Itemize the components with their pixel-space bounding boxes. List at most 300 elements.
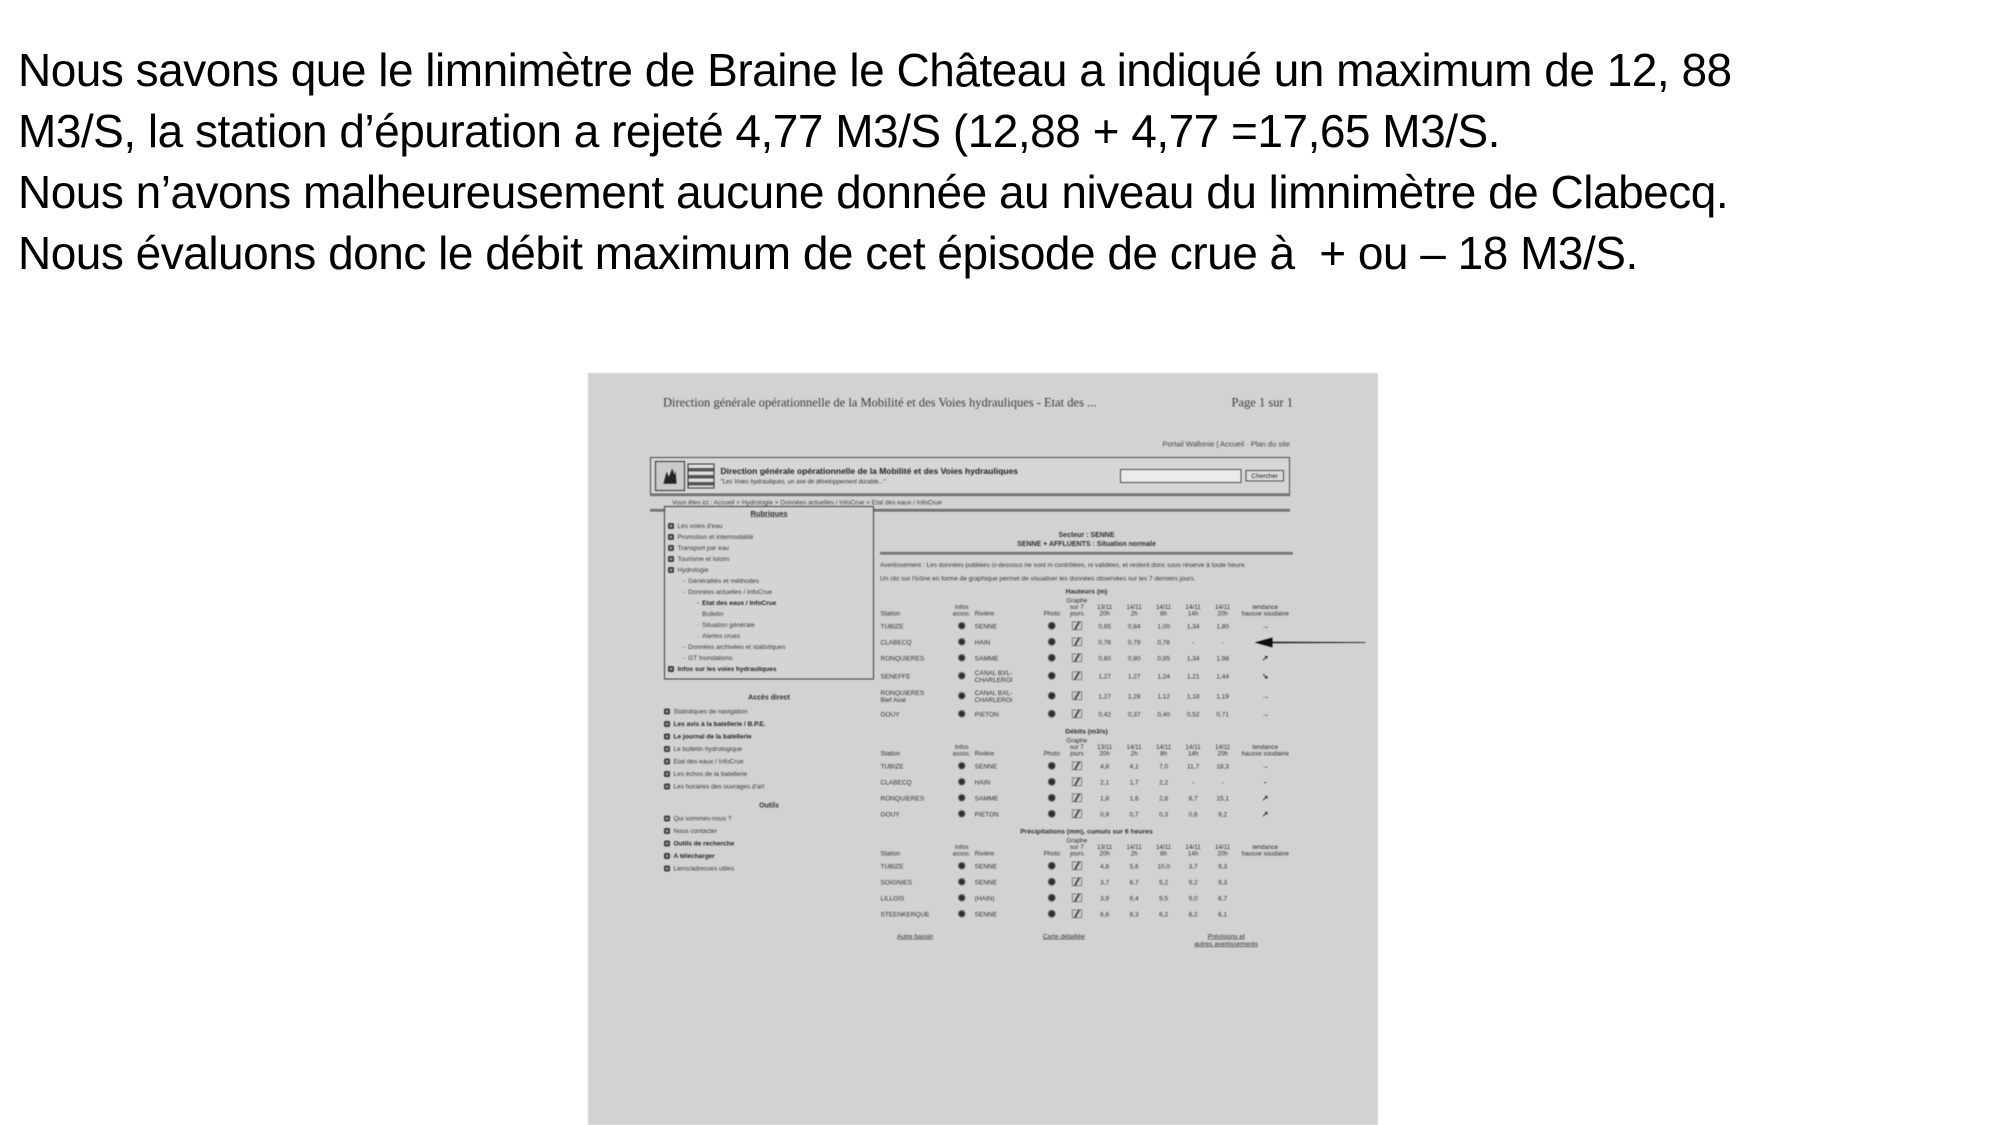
value-cell: 1,7 [1129, 778, 1139, 786]
intro-line-4: Nous évaluons donc le débit maximum de cet épisode de crue à + ou – 18 M3/S. [18, 227, 1638, 279]
column-header: Graphe sur 7 jours [1066, 597, 1088, 617]
value-cell: 1,27 [1098, 692, 1111, 700]
info-cell [949, 635, 974, 651]
breadcrumb[interactable]: Vous êtes ici : Accueil > Hydrologie > Données actuelles / InfoCrue > Etat des eaux / InfoCrue [650, 497, 1290, 512]
banner-tagline: "Les Voies hydrauliques, un axe de développement durable..." [720, 478, 886, 485]
river-cell: HAIN [974, 638, 991, 646]
data-table [880, 736, 1293, 823]
value-cell: 9,3 [1218, 862, 1228, 870]
value-cell: 4,8 [1100, 762, 1110, 770]
value-cell: 0,85 [1157, 654, 1170, 662]
sidebar-item[interactable] [668, 565, 870, 576]
sidebar-item[interactable] [664, 780, 889, 793]
outils-list [664, 812, 889, 875]
value-cell: 0,37 [1127, 710, 1141, 718]
sidebar-item[interactable] [683, 653, 870, 664]
submenu-dash-icon: · [697, 632, 700, 640]
river-cell: SENNE [974, 762, 998, 770]
trend-arrow: → [1261, 692, 1269, 701]
column-header: Rivière [974, 610, 995, 617]
trend-cell [1237, 687, 1293, 707]
station-cell: STEENKERQUE [880, 910, 930, 918]
table-row [880, 759, 1293, 775]
rubriques-title: Rubriques [750, 509, 788, 518]
table-header-row [880, 736, 1293, 759]
info-icon[interactable] [958, 762, 966, 770]
menu-bullet-icon [664, 758, 670, 764]
graph-icon[interactable] [1072, 910, 1082, 919]
graph-cell [1064, 859, 1090, 875]
photo-icon[interactable] [1048, 762, 1056, 770]
submenu-dash-icon: - [683, 643, 686, 651]
graph-cell [1064, 791, 1090, 807]
info-cell [949, 907, 974, 923]
info-cell [949, 651, 974, 667]
photo-icon[interactable] [1048, 672, 1056, 680]
info-cell [949, 687, 974, 707]
sidebar-item-label: Qui sommes-nous ? [673, 814, 732, 822]
value-cell: 6,7 [1129, 878, 1139, 886]
sidebar-item[interactable] [683, 642, 870, 653]
photo-icon[interactable] [1048, 778, 1056, 786]
photo-cell [1040, 687, 1064, 707]
graph-icon[interactable] [1072, 762, 1082, 771]
photo-cell [1040, 619, 1064, 635]
submenu-dash-icon: · [697, 610, 700, 618]
river-cell: SENNE [974, 862, 998, 870]
column-header: 13/11 20h [1097, 843, 1113, 857]
value-cell: 1,6 [1129, 794, 1139, 802]
table-row [880, 619, 1293, 635]
photo-icon[interactable] [1048, 692, 1056, 700]
sidebar-item-label: Données actuelles / InfoCrue [688, 588, 772, 596]
value-cell: 3,9 [1100, 894, 1110, 902]
menu-bullet-icon [664, 853, 670, 859]
table-row [880, 707, 1293, 723]
value-cell: 2,2 [1159, 778, 1169, 786]
column-header: tendance hausse soudaine [1241, 603, 1289, 617]
column-header: Photo [1043, 850, 1061, 857]
value-cell: - [1221, 778, 1224, 786]
value-cell: 1,21 [1186, 672, 1200, 680]
value-cell: 6,2 [1159, 910, 1169, 918]
graph-icon[interactable] [1072, 654, 1082, 663]
value-cell: 0,76 [1157, 638, 1170, 646]
search-button[interactable]: Chercher [1245, 470, 1284, 482]
sidebar-item[interactable] [697, 620, 870, 631]
sidebar-item-label: Bulletin [702, 610, 724, 618]
trend-cell [1237, 775, 1293, 791]
graph-icon[interactable] [1072, 794, 1082, 803]
river-cell: SENNE [974, 622, 998, 630]
data-table [880, 836, 1293, 923]
value-cell: 0,84 [1127, 622, 1141, 630]
column-header: 14/11 2h [1126, 603, 1142, 617]
sidebar-item[interactable] [664, 730, 889, 743]
menu-bullet-icon [668, 556, 674, 562]
value-cell: 0,60 [1098, 654, 1111, 662]
sidebar-rubriques [664, 506, 874, 680]
value-cell: 1,80 [1216, 622, 1229, 630]
photo-icon[interactable] [1048, 638, 1056, 646]
spw-logo[interactable] [688, 463, 715, 488]
sidebar-item[interactable] [664, 862, 889, 875]
value-cell: 6,1 [1218, 910, 1228, 918]
value-cell: 1,19 [1216, 692, 1229, 700]
intro-line-1: Nous savons que le limnimètre de Braine le Château a indiqué un maximum de 12, 88 [18, 44, 1732, 96]
portal-links[interactable]: Portail Wallonie | Accueil · Plan du site [1162, 440, 1290, 449]
value-cell: 7,0 [1159, 762, 1169, 770]
value-cell: 0,65 [1098, 622, 1111, 630]
photo-icon[interactable] [1048, 894, 1056, 902]
trend-cell [1237, 891, 1293, 907]
sidebar-item[interactable] [668, 532, 870, 543]
river-cell: SAMME [974, 794, 999, 802]
info-cell [949, 891, 974, 907]
trend-cell [1237, 791, 1293, 807]
value-cell: 1,27 [1127, 672, 1141, 680]
value-cell: 0,3 [1159, 810, 1169, 818]
column-header: Station [880, 750, 900, 757]
sidebar-item-label: Les voies d'eau [677, 522, 723, 530]
graph-cell [1064, 667, 1090, 687]
photo-cell [1040, 775, 1064, 791]
trend-cell [1237, 907, 1293, 923]
value-cell: 8,2 [1188, 910, 1198, 918]
photo-cell [1040, 759, 1064, 775]
sidebar-item[interactable] [664, 837, 889, 850]
footer-link[interactable]: Autre bassin [897, 932, 934, 940]
sidebar-item[interactable] [664, 768, 889, 781]
sidebar-item-label: Hydrologie [677, 566, 709, 574]
value-cell: 0,79 [1127, 638, 1141, 646]
column-header: tendance hausse soudaine [1241, 843, 1289, 857]
intro-line-2: M3/S, la station d’épuration a rejeté 4,77 M3/S (12,88 + 4,77 =17,65 M3/S. [18, 105, 1500, 157]
info-icon[interactable] [958, 910, 966, 918]
graph-cell [1064, 759, 1090, 775]
debits-table-block [880, 728, 1293, 823]
graph-icon[interactable] [1072, 810, 1082, 819]
graph-cell [1064, 875, 1090, 891]
trend-arrow: → [1261, 710, 1269, 719]
info-icon[interactable] [958, 710, 966, 718]
value-cell: 8,3 [1129, 910, 1139, 918]
river-cell: SAMME [974, 654, 999, 662]
river-cell: SENNE [974, 878, 998, 886]
station-cell: TUBIZE [880, 862, 904, 870]
trend-arrow: ↗ [1262, 794, 1269, 803]
trend-cell [1237, 667, 1293, 687]
column-header: 14/11 8h [1156, 603, 1172, 617]
trend-cell [1237, 759, 1293, 775]
value-cell: 2,8 [1159, 794, 1169, 802]
info-icon[interactable] [958, 692, 966, 700]
precipitations-table-block [880, 828, 1293, 923]
station-cell: RONQUIERES [880, 794, 925, 802]
footer-link[interactable]: Carte détaillée [1042, 932, 1085, 940]
sidebar-item[interactable] [664, 705, 889, 718]
print-page-title: Direction générale opérationnelle de la Mobilité et des Voies hydrauliques - Etat des ... [663, 396, 1097, 410]
menu-bullet-icon [664, 828, 670, 834]
graph-icon[interactable] [1072, 672, 1082, 681]
acces-direct-title: Accès direct [748, 693, 790, 701]
column-header: Graphe sur 7 jours [1066, 737, 1088, 757]
footer-link[interactable]: Prévisions et autres avertissements [1194, 932, 1258, 948]
info-cell [949, 707, 974, 723]
menu-bullet-icon [668, 523, 674, 529]
sidebar-item-label: Généralités et méthodes [688, 577, 759, 585]
menu-bullet-icon [664, 815, 670, 821]
photo-icon[interactable] [1048, 622, 1056, 630]
value-cell: - [1221, 638, 1224, 646]
rubriques-list [668, 521, 870, 675]
column-header: Graphe sur 7 jours [1066, 837, 1088, 857]
sidebar-item[interactable] [697, 598, 870, 609]
graph-cell [1064, 775, 1090, 791]
sidebar-item-label: Les horaires des ouvrages d'art [673, 782, 765, 790]
info-icon[interactable] [958, 878, 966, 886]
sidebar-item[interactable] [664, 812, 889, 825]
value-cell: 11,7 [1187, 762, 1200, 770]
sidebar-item[interactable] [664, 850, 889, 863]
trend-cell [1237, 635, 1293, 651]
info-cell [949, 619, 974, 635]
value-cell: 1,98 [1216, 654, 1229, 662]
value-cell: 1,34 [1186, 622, 1200, 630]
site-banner [650, 457, 1290, 496]
acces-list [664, 705, 889, 793]
trend-arrow: ↗ [1262, 654, 1269, 663]
sidebar-item[interactable] [664, 718, 889, 731]
column-header: 14/11 20h [1215, 743, 1231, 757]
warning-text: Avertissement : Les données publiées ci-dessous ne sont ni contrôlées, ni validées, et restent donc sous réserve à toute heure. [880, 561, 1247, 569]
rooster-icon [659, 465, 681, 487]
table-row [880, 651, 1293, 667]
info-icon[interactable] [958, 810, 966, 818]
value-cell: 0,76 [1098, 638, 1111, 646]
table-row [880, 775, 1293, 791]
value-cell: 1,00 [1157, 622, 1170, 630]
sidebar-item[interactable] [664, 743, 889, 756]
search-area [1120, 469, 1284, 483]
station-cell: CLABECQ [880, 638, 912, 646]
sidebar-item-label: Outils de recherche [673, 839, 735, 847]
print-page-header [663, 396, 1293, 410]
value-cell: - [1192, 638, 1195, 646]
photo-cell [1040, 907, 1064, 923]
sidebar-item-label: Nous contacter [673, 827, 718, 835]
sidebar-item[interactable] [668, 543, 870, 554]
info-icon[interactable] [958, 654, 966, 662]
info-icon[interactable] [958, 794, 966, 802]
table-row [880, 907, 1293, 923]
footer-links [880, 933, 1293, 948]
photo-icon[interactable] [1048, 878, 1056, 886]
sidebar-item-label: Tourisme et loisirs [677, 555, 730, 563]
trend-cell [1237, 619, 1293, 635]
column-header: Station [880, 610, 900, 617]
station-cell: TUBIZE [880, 762, 904, 770]
sidebar-item-label: Infos sur les voies hydrauliques [677, 665, 777, 673]
submenu-dash-icon: - [683, 654, 686, 662]
photo-icon[interactable] [1048, 810, 1056, 818]
sidebar-item[interactable] [664, 755, 889, 768]
trend-arrow: ↗ [1262, 810, 1269, 819]
graph-icon[interactable] [1072, 778, 1082, 787]
station-cell: RONQUIERES Bief Aval [880, 689, 925, 704]
sidebar-item[interactable] [668, 554, 870, 565]
value-cell: 0,80 [1127, 654, 1141, 662]
graph-icon[interactable] [1072, 710, 1082, 719]
table-row [880, 891, 1293, 907]
info-icon[interactable] [958, 778, 966, 786]
intro-text [18, 40, 1732, 284]
station-cell: RONQUIERES [880, 654, 925, 662]
value-cell: 5,6 [1129, 862, 1139, 870]
station-cell: SENEFFE [880, 672, 911, 680]
graph-icon[interactable] [1072, 894, 1082, 903]
graph-icon[interactable] [1072, 638, 1082, 647]
column-header: 14/11 8h [1156, 743, 1172, 757]
sidebar-item[interactable] [668, 521, 870, 532]
graph-icon[interactable] [1072, 862, 1082, 871]
info-cell [949, 759, 974, 775]
info-icon[interactable] [958, 638, 966, 646]
banner-title: Direction générale opérationnelle de la Mobilité et des Voies hydrauliques [720, 466, 1018, 476]
menu-bullet-icon [668, 666, 674, 672]
river-cell: PIETON [974, 710, 999, 718]
value-cell: 1,8 [1100, 794, 1110, 802]
graph-icon[interactable] [1072, 878, 1082, 887]
station-cell: TUBIZE [880, 622, 904, 630]
value-cell: 9,5 [1159, 894, 1169, 902]
photo-icon[interactable] [1048, 794, 1056, 802]
value-cell: 8,7 [1188, 794, 1198, 802]
sidebar-item-label: GT Inondations [688, 654, 733, 662]
value-cell: 3,7 [1188, 862, 1198, 870]
sidebar-item-label: Le journal de la batellerie [673, 732, 752, 740]
column-header: Station [880, 850, 900, 857]
photo-icon[interactable] [1048, 654, 1056, 662]
info-cell [949, 859, 974, 875]
trend-arrow: → [1261, 622, 1269, 631]
photo-icon[interactable] [1048, 862, 1056, 870]
photo-cell [1040, 891, 1064, 907]
info-icon[interactable] [958, 622, 966, 630]
sidebar-item-label: Promotion et intermodalité [677, 533, 754, 541]
table-row [880, 667, 1293, 687]
menu-bullet-icon [664, 865, 670, 871]
value-cell: 1,34 [1186, 654, 1200, 662]
trend-cell [1237, 859, 1293, 875]
column-header: Infos assoc. [952, 843, 971, 857]
menu-bullet-icon [668, 567, 674, 573]
column-header: Photo [1043, 750, 1061, 757]
value-cell: 9,2 [1188, 878, 1198, 886]
river-cell: SENNE [974, 910, 998, 918]
column-header: Infos assoc. [952, 743, 971, 757]
sidebar-item-label: Etat des eaux / InfoCrue [702, 599, 777, 607]
value-cell: 1,27 [1098, 672, 1111, 680]
photo-cell [1040, 807, 1064, 823]
menu-bullet-icon [664, 746, 670, 752]
menu-bullet-icon [664, 783, 670, 789]
station-cell: SOIGNIES [880, 878, 912, 886]
column-header: 13/11 20h [1097, 743, 1113, 757]
sidebar-item[interactable] [697, 631, 870, 642]
value-cell: 0,9 [1100, 810, 1110, 818]
graph-cell [1064, 635, 1090, 651]
graph-icon[interactable] [1072, 692, 1082, 701]
menu-bullet-icon [664, 708, 670, 714]
table-title: Débits (m3/s) [1065, 727, 1108, 735]
graph-icon[interactable] [1072, 622, 1082, 631]
value-cell: 18,3 [1216, 762, 1229, 770]
column-header: Rivière [974, 850, 995, 857]
data-table [880, 596, 1293, 723]
trend-arrow: - [1263, 778, 1267, 787]
info-icon[interactable] [958, 862, 966, 870]
value-cell: 0,71 [1216, 710, 1229, 718]
graph-cell [1064, 907, 1090, 923]
menu-bullet-icon [668, 534, 674, 540]
column-header: 14/11 20h [1215, 843, 1231, 857]
sidebar-item[interactable] [683, 576, 870, 587]
column-header: 14/11 2h [1126, 843, 1142, 857]
info-icon[interactable] [958, 672, 966, 680]
graph-cell [1064, 687, 1090, 707]
outils-title: Outils [759, 801, 779, 809]
value-cell: 0,6 [1188, 810, 1198, 818]
table-title: Précipitations (mm), cumuls sur 6 heures [1020, 827, 1153, 835]
info-icon[interactable] [958, 894, 966, 902]
hauteurs-table-block [880, 588, 1293, 723]
trend-cell [1237, 807, 1293, 823]
sidebar-item-label: Le bulletin hydrologique [673, 745, 743, 753]
river-cell: CANAL BXL- CHARLEROI [974, 669, 1013, 684]
column-header: 14/11 14h [1185, 743, 1201, 757]
sidebar-item[interactable] [683, 587, 870, 598]
station-cell: LILLOIS [880, 894, 905, 902]
value-cell: 15,1 [1216, 794, 1229, 802]
trend-cell [1237, 707, 1293, 723]
sidebar-item[interactable] [697, 609, 870, 620]
table-row [880, 791, 1293, 807]
sidebar-item[interactable] [664, 825, 889, 838]
info-cell [949, 875, 974, 891]
column-header: 13/11 20h [1097, 603, 1113, 617]
sidebar-item[interactable] [668, 664, 870, 675]
sector-line-2: SENNE + AFFLUENTS : Situation normale [1017, 539, 1156, 548]
value-cell: 0,52 [1186, 710, 1200, 718]
menu-bullet-icon [664, 771, 670, 777]
wallonie-rooster-logo[interactable] [655, 461, 685, 491]
photo-cell [1040, 635, 1064, 651]
table-header-row [880, 596, 1293, 619]
value-cell: 1,12 [1157, 692, 1170, 700]
photo-icon[interactable] [1048, 710, 1056, 718]
station-cell: CLABECQ [880, 778, 912, 786]
value-cell: 1,24 [1157, 672, 1170, 680]
sidebar-item-label: Transport par eau [677, 544, 729, 552]
photo-cell [1040, 859, 1064, 875]
value-cell: 4,1 [1129, 762, 1139, 770]
search-input[interactable] [1120, 469, 1242, 483]
graph-cell [1064, 807, 1090, 823]
photo-icon[interactable] [1048, 910, 1056, 918]
sidebar-item-label: Etat des eaux / InfoCrue [673, 757, 744, 765]
river-cell: CANAL BXL- CHARLEROI [974, 689, 1013, 704]
